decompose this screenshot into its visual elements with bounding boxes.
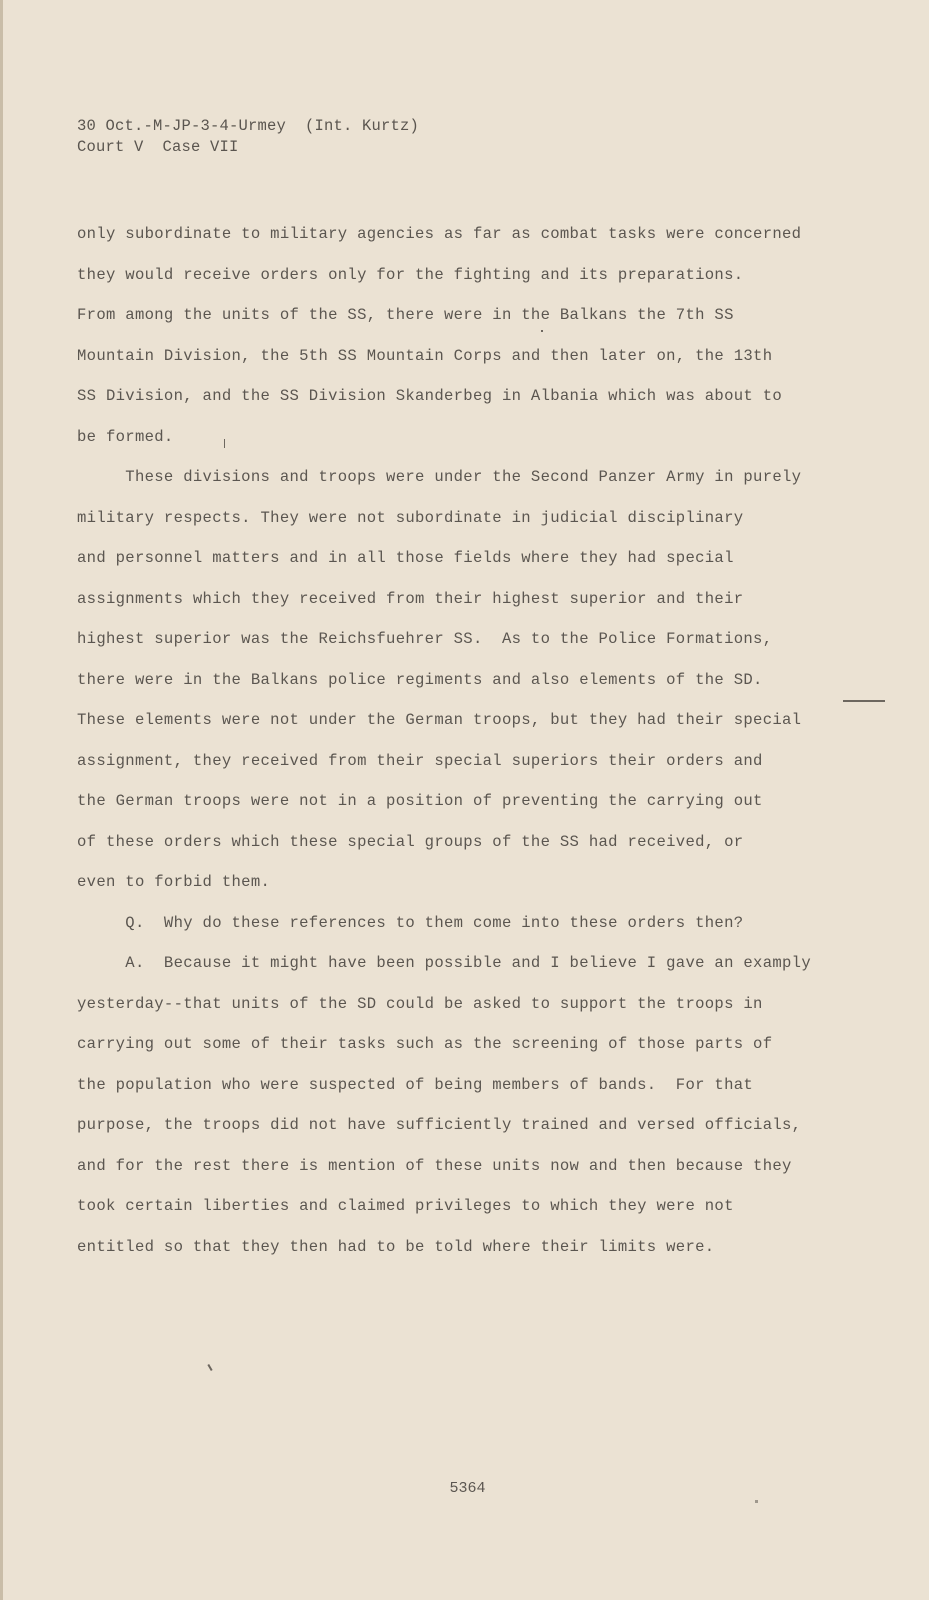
text-line: only subordinate to military agencies as far as combat tasks were concerned — [77, 225, 802, 243]
text-line: and for the rest there is mention of these units now and then because they — [77, 1156, 792, 1175]
text-line: highest superior was the Reichsfuehrer SS. As to the Police Formations, — [77, 630, 773, 648]
text-line: be formed. — [77, 427, 174, 446]
stray-mark — [224, 439, 225, 448]
text-line: military respects. They were not subordinate in judicial disciplinary — [77, 508, 744, 527]
text-line: there were in the Balkans police regiments and also elements of the SD. — [77, 670, 763, 689]
text-line: Mountain Division, the 5th SS Mountain Corps and then later on, the 13th — [77, 346, 773, 365]
text-line: From among the units of the SS, there were in the Balkans the 7th SS — [77, 306, 734, 324]
answer-line: A. Because it might have been possible and I believe I gave an examply — [77, 954, 811, 972]
text-line: assignments which they received from their highest superior and their — [77, 589, 744, 608]
header-reference-line: 30 Oct.-M-JP-3-4-Urmey (Int. Kurtz) — [77, 117, 420, 135]
text-line: and personnel matters and in all those fields where they had special — [77, 549, 734, 567]
document-header — [77, 116, 419, 158]
transcript-body — [77, 214, 877, 1267]
header-court-case-line: Court V Case VII — [77, 138, 239, 156]
text-line: SS Division, and the SS Division Skanderbeg in Albania which was about to — [77, 387, 783, 405]
text-line: entitled so that they then had to be told where their limits were. — [77, 1237, 715, 1256]
text-line: purpose, the troops did not have sufficiently trained and versed officials, — [77, 1116, 802, 1134]
text-line: yesterday--that units of the SD could be asked to support the troops in — [77, 994, 763, 1013]
text-line: even to forbid them. — [77, 873, 271, 891]
stray-mark — [843, 700, 885, 702]
page-number: 5364 — [449, 1480, 486, 1497]
stray-mark — [755, 1500, 758, 1503]
text-line: the population who were suspected of being members of bands. For that — [77, 1075, 754, 1094]
stray-mark — [541, 330, 543, 332]
question-line: Q. Why do these references to them come into these orders then? — [77, 913, 744, 932]
text-line: carrying out some of their tasks such as the screening of those parts of — [77, 1035, 773, 1053]
text-line: took certain liberties and claimed privileges to which they were not — [77, 1197, 734, 1215]
text-line: the German troops were not in a position of preventing the carrying out — [77, 792, 763, 810]
stray-mark — [207, 1364, 212, 1371]
text-line: These elements were not under the German troops, but they had their special — [77, 711, 802, 729]
text-line: assignment, they received from their special superiors their orders and — [77, 751, 763, 770]
text-line: These divisions and troops were under the Second Panzer Army in purely — [77, 468, 802, 486]
text-line: they would receive orders only for the fighting and its preparations. — [77, 265, 744, 284]
text-line: of these orders which these special groups of the SS had received, or — [77, 832, 744, 851]
